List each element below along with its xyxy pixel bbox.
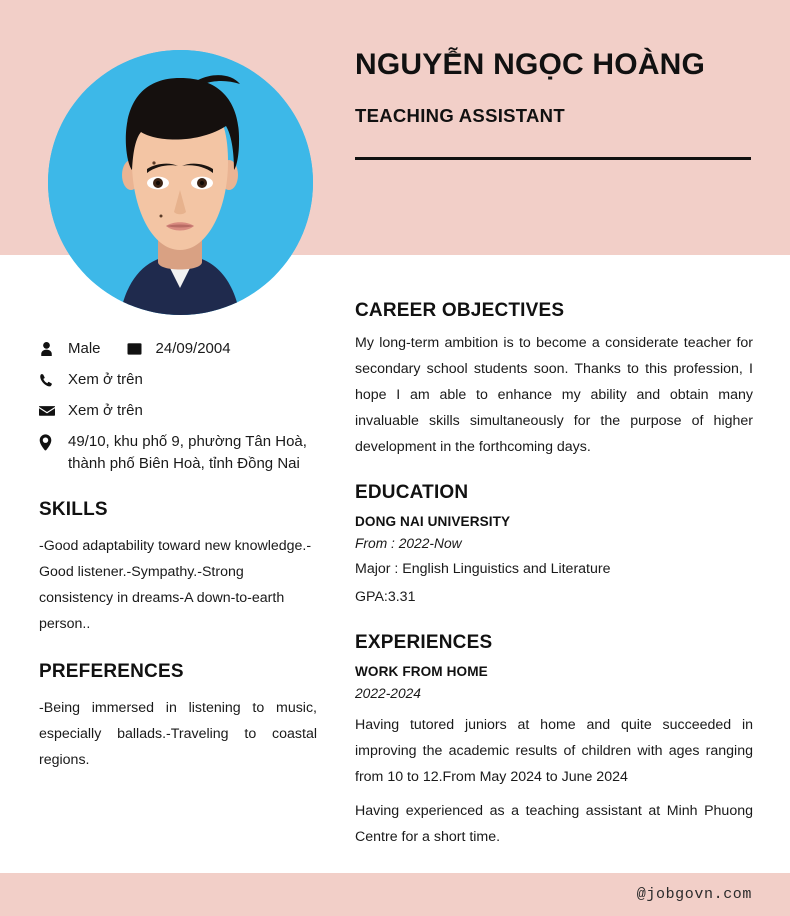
section-title-career-objectives: CAREER OBJECTIVES bbox=[355, 300, 565, 321]
job-title: TEACHING ASSISTANT bbox=[355, 104, 565, 126]
page-title: NGUYỄN NGỌC HOÀNG bbox=[355, 48, 706, 81]
profile-photo-illustration bbox=[48, 50, 313, 315]
education-major: Major : English Linguistics and Literature bbox=[355, 561, 611, 577]
header-divider bbox=[355, 157, 751, 160]
spacer bbox=[355, 460, 753, 482]
header-block bbox=[355, 48, 755, 160]
section-title-preferences: PREFERENCES bbox=[39, 661, 184, 682]
person-icon bbox=[39, 339, 61, 359]
gender-value: Male bbox=[68, 340, 101, 357]
phone-value: Xem ở trên bbox=[68, 371, 143, 388]
section-title-education: EDUCATION bbox=[355, 482, 469, 503]
contact-phone bbox=[39, 369, 329, 391]
career-objectives-body: My long-term ambition is to become a considerate teacher for secondary school students soon. Thanks to this profession, I hope I am able to enhance my ability and obtain many invaluable skills simultaneously for the purpose of higher development in the forthcoming days. bbox=[355, 335, 753, 455]
contact-gender bbox=[39, 338, 101, 359]
education-school: DONG NAI UNIVERSITY bbox=[355, 514, 511, 529]
contact-list bbox=[39, 338, 329, 475]
phone-icon bbox=[39, 370, 61, 390]
contact-email bbox=[39, 400, 329, 422]
experience-description-2: Having experienced as a teaching assistant at Minh Phuong Centre for a short time. bbox=[355, 803, 753, 845]
spacer bbox=[355, 610, 753, 632]
right-column bbox=[355, 300, 753, 850]
education-date: From : 2022-Now bbox=[355, 536, 462, 551]
section-title-skills: SKILLS bbox=[39, 499, 108, 520]
experience-description-1: Having tutored juniors at home and quite succeeded in improving the academic results of children with ages ranging from 10 to 12.From May 2024 to June 2024 bbox=[355, 717, 753, 785]
contact-row bbox=[39, 338, 329, 360]
skills-body: -Good adaptability toward new knowledge.-Good listener.-Sympathy.-Strong consistency in dreams-A down-to-earth person.. bbox=[39, 538, 312, 632]
email-value: Xem ở trên bbox=[68, 402, 143, 419]
address-value: 49/10, khu phố 9, phường Tân Hoà, thành phố Biên Hoà, tỉnh Đồng Nai bbox=[68, 433, 307, 472]
education-gpa: GPA:3.31 bbox=[355, 589, 416, 605]
profile-photo bbox=[48, 50, 313, 315]
contact-address bbox=[39, 431, 329, 475]
experience-role: WORK FROM HOME bbox=[355, 664, 488, 679]
preferences-body: -Being immersed in listening to music, especially ballads.-Traveling to coastal regions. bbox=[39, 700, 317, 768]
contact-birthdate bbox=[127, 338, 231, 359]
left-column bbox=[39, 338, 329, 773]
calendar-icon bbox=[127, 339, 149, 359]
birthdate-value: 24/09/2004 bbox=[155, 340, 231, 357]
footer-watermark: @jobgovn.com bbox=[636, 886, 752, 903]
location-pin-icon bbox=[39, 432, 61, 452]
section-title-experiences: EXPERIENCES bbox=[355, 632, 493, 653]
envelope-icon bbox=[39, 401, 61, 421]
experience-date: 2022-2024 bbox=[355, 686, 421, 701]
